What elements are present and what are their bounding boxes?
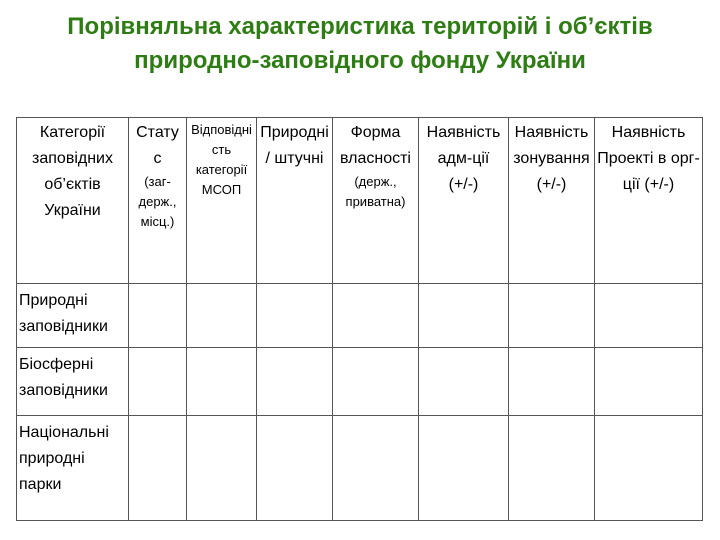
- col-header-category: Категорії заповідних об’єктів України: [17, 118, 129, 284]
- col-header-iucn: Відповідність категорії МСОП: [187, 118, 257, 284]
- table-cell[interactable]: [129, 348, 187, 416]
- col-header-administration: Наявність адм-ції (+/-): [419, 118, 509, 284]
- col-header-status-sub: (заг-держ., місц.): [138, 174, 177, 229]
- table-row: [17, 416, 703, 521]
- table-cell[interactable]: [595, 348, 703, 416]
- table-row: [17, 348, 703, 416]
- table-cell[interactable]: [595, 284, 703, 348]
- row-label: Природні заповідники: [17, 284, 129, 348]
- table-cell[interactable]: [509, 284, 595, 348]
- table-cell[interactable]: [257, 284, 333, 348]
- table-cell[interactable]: [419, 416, 509, 521]
- col-header-ownership: [333, 118, 419, 284]
- col-header-status: [129, 118, 187, 284]
- col-header-status-main: Стату с: [136, 124, 179, 167]
- title-line-1: Порівняльна характеристика територій і об’єктів: [67, 13, 653, 40]
- table-cell[interactable]: [595, 416, 703, 521]
- table-cell[interactable]: [419, 284, 509, 348]
- row-label: Національні природні парки: [17, 416, 129, 521]
- table-cell[interactable]: [509, 416, 595, 521]
- col-header-projects: Наявність Проекті в орг-ції (+/-): [595, 118, 703, 284]
- comparison-table: [16, 117, 703, 521]
- table-cell[interactable]: [333, 416, 419, 521]
- title-line-2: природно-заповідного фонду України: [134, 47, 586, 74]
- page-title: [0, 10, 720, 78]
- table-cell[interactable]: [257, 348, 333, 416]
- table-cell[interactable]: [129, 284, 187, 348]
- header-row: [17, 118, 703, 284]
- col-header-ownership-sub: (держ., приватна): [345, 174, 406, 209]
- table-cell[interactable]: [187, 416, 257, 521]
- table-cell[interactable]: [333, 348, 419, 416]
- col-header-natural-artificial: Природні/ штучні: [257, 118, 333, 284]
- table-cell[interactable]: [187, 348, 257, 416]
- table-row: [17, 284, 703, 348]
- table-cell[interactable]: [419, 348, 509, 416]
- table-cell[interactable]: [333, 284, 419, 348]
- col-header-zoning: Наявність зонування (+/-): [509, 118, 595, 284]
- table-cell[interactable]: [257, 416, 333, 521]
- table-cell[interactable]: [187, 284, 257, 348]
- row-label: Біосферні заповідники: [17, 348, 129, 416]
- col-header-ownership-main: Форма власності: [340, 124, 411, 167]
- table-cell[interactable]: [129, 416, 187, 521]
- table-cell[interactable]: [509, 348, 595, 416]
